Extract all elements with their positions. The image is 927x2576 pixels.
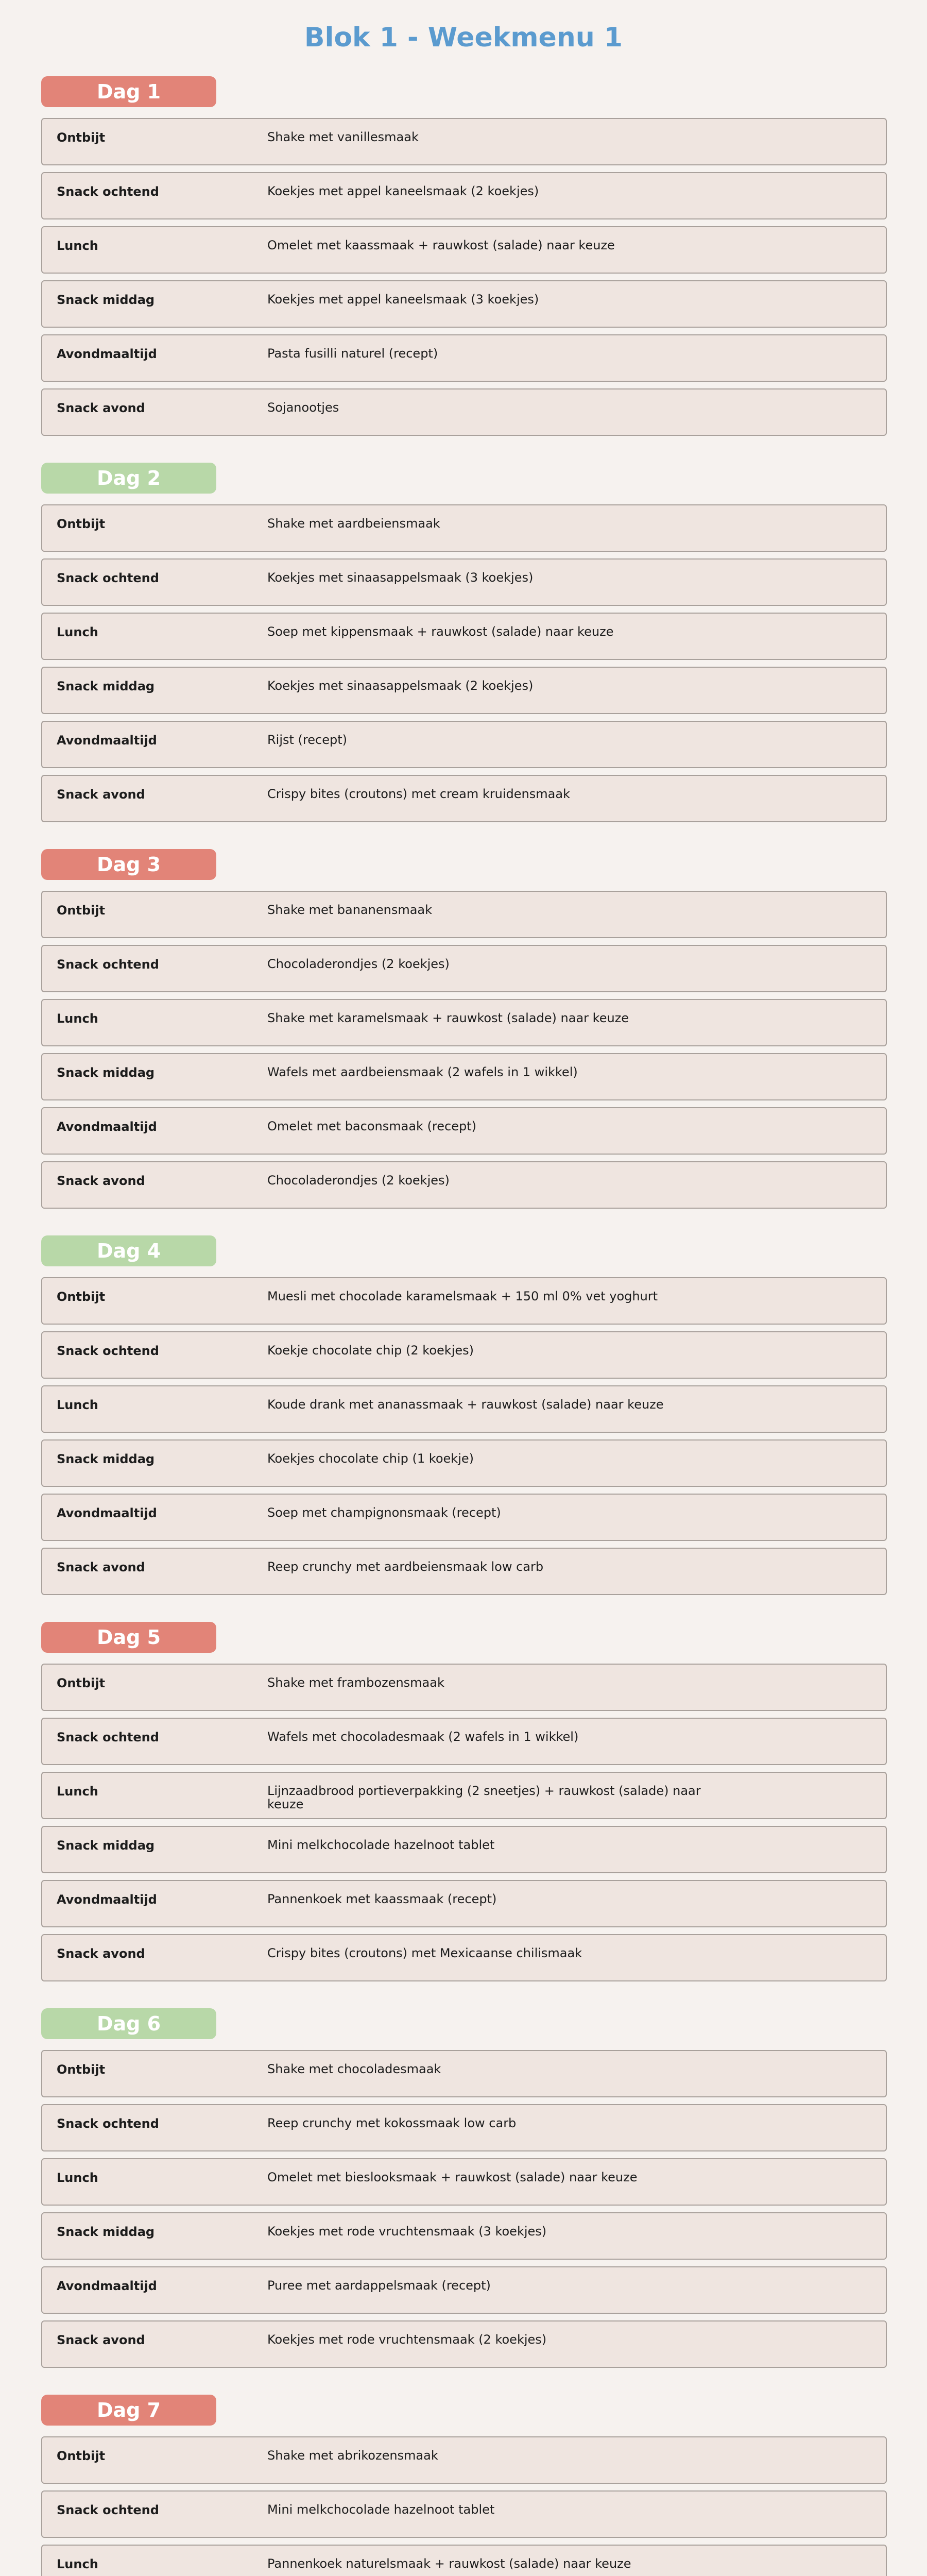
- meal-value: Sojanootjes: [267, 400, 339, 415]
- meal-value: Crispy bites (croutons) met cream kruidensmaak: [267, 787, 570, 801]
- meal-label: Avondmaaltijd: [57, 733, 157, 748]
- meal-row: [41, 1277, 887, 1325]
- meal-row: [41, 2158, 887, 2206]
- week-menu: [41, 76, 887, 2576]
- meal-value: Chocoladerondjes (2 koekjes): [267, 957, 450, 971]
- meal-label: Snack ochtend: [57, 184, 159, 199]
- meal-list: [41, 2050, 887, 2368]
- meal-row: [41, 1161, 887, 1209]
- meal-row: [41, 172, 887, 219]
- meal-label: Ontbijt: [57, 903, 106, 918]
- meal-row: [41, 1053, 887, 1100]
- meal-label: Lunch: [57, 1784, 98, 1799]
- meal-label: Snack middag: [57, 293, 155, 307]
- meal-value: Shake met bananensmaak: [267, 903, 433, 917]
- meal-label: Snack ochtend: [57, 571, 159, 585]
- day-section-7: [41, 2395, 887, 2576]
- meal-row: [41, 721, 887, 768]
- meal-label: Snack avond: [57, 787, 145, 802]
- meal-label: Lunch: [57, 1011, 98, 1026]
- day-badge: Dag 4: [41, 1235, 216, 1266]
- meal-value: Shake met vanillesmaak: [267, 130, 419, 144]
- meal-label: Snack avond: [57, 2333, 145, 2347]
- page-title: Blok 1 - Weekmenu 1: [304, 22, 623, 53]
- meal-row: [41, 1880, 887, 1927]
- meal-value: Shake met aardbeiensmaak: [267, 516, 440, 531]
- meal-label: Snack ochtend: [57, 1730, 159, 1744]
- day-badge: Dag 1: [41, 76, 216, 107]
- meal-row: [41, 2104, 887, 2151]
- meal-row: [41, 1772, 887, 1819]
- meal-label: Avondmaaltijd: [57, 1892, 157, 1907]
- meal-row: [41, 226, 887, 274]
- day-section-4: [41, 1235, 887, 1622]
- meal-label: Lunch: [57, 1398, 98, 1412]
- meal-value: Shake met karamelsmaak + rauwkost (salade) naar keuze: [267, 1011, 629, 1025]
- meal-label: Avondmaaltijd: [57, 347, 157, 361]
- day-badge: Dag 6: [41, 2008, 216, 2039]
- meal-label: Snack ochtend: [57, 1344, 159, 1358]
- meal-label: Ontbijt: [57, 1290, 106, 1304]
- meal-row: [41, 999, 887, 1046]
- meal-label: Lunch: [57, 2171, 98, 2185]
- day-section-5: [41, 1622, 887, 2008]
- meal-row: [41, 2050, 887, 2097]
- meal-value: Puree met aardappelsmaak (recept): [267, 2278, 491, 2293]
- meal-value: Koekjes met sinaasappelsmaak (3 koekjes): [267, 570, 534, 585]
- meal-value: Reep crunchy met aardbeiensmaak low carb: [267, 1560, 544, 1574]
- meal-label: Ontbijt: [57, 1676, 106, 1690]
- meal-row: [41, 775, 887, 822]
- meal-label: Avondmaaltijd: [57, 2279, 157, 2293]
- meal-list: [41, 118, 887, 436]
- meal-label: Avondmaaltijd: [57, 1506, 157, 1520]
- meal-value: Koekjes met rode vruchtensmaak (3 koekjes): [267, 2224, 547, 2239]
- meal-label: Lunch: [57, 625, 98, 639]
- day-badge: Dag 2: [41, 463, 216, 494]
- meal-row: [41, 1494, 887, 1541]
- meal-label: Snack ochtend: [57, 2503, 159, 2517]
- meal-row: [41, 1934, 887, 1981]
- meal-value: Soep met kippensmaak + rauwkost (salade) naar keuze: [267, 624, 614, 639]
- meal-row: [41, 2436, 887, 2484]
- meal-row: [41, 2266, 887, 2314]
- meal-label: Snack ochtend: [57, 2116, 159, 2131]
- meal-label: Ontbijt: [57, 2449, 106, 2463]
- meal-value: Omelet met bieslooksmaak + rauwkost (salade) naar keuze: [267, 2170, 638, 2184]
- meal-label: Lunch: [57, 2557, 98, 2571]
- meal-label: Snack middag: [57, 2225, 155, 2239]
- meal-row: [41, 2545, 887, 2576]
- meal-value: Wafels met chocoladesmaak (2 wafels in 1 wikkel): [267, 1730, 579, 1744]
- meal-row: [41, 1385, 887, 1433]
- meal-value: Koude drank met ananassmaak + rauwkost (salade) naar keuze: [267, 1397, 664, 1412]
- meal-value: Soep met champignonsmaak (recept): [267, 1505, 501, 1520]
- meal-label: Snack ochtend: [57, 957, 159, 972]
- day-badge: Dag 3: [41, 849, 216, 880]
- meal-label: Snack avond: [57, 1560, 145, 1574]
- meal-value: Shake met frambozensmaak: [267, 1675, 444, 1690]
- meal-row: [41, 388, 887, 436]
- meal-label: Snack middag: [57, 679, 155, 693]
- meal-value: Omelet met baconsmaak (recept): [267, 1119, 476, 1133]
- meal-value: Koekjes met appel kaneelsmaak (2 koekjes): [267, 184, 539, 198]
- meal-value: Pannenkoek naturelsmaak + rauwkost (salade) naar keuze: [267, 2556, 631, 2571]
- meal-label: Snack middag: [57, 1065, 155, 1080]
- meal-value: Shake met chocoladesmaak: [267, 2062, 441, 2076]
- meal-row: [41, 334, 887, 382]
- meal-label: Snack avond: [57, 1174, 145, 1188]
- meal-row: [41, 504, 887, 552]
- meal-value: Crispy bites (croutons) met Mexicaanse chilismaak: [267, 1946, 582, 1960]
- meal-label: Ontbijt: [57, 130, 106, 145]
- day-section-2: [41, 463, 887, 849]
- meal-label: Lunch: [57, 239, 98, 253]
- meal-value: Shake met abrikozensmaak: [267, 2448, 438, 2463]
- meal-value: Pasta fusilli naturel (recept): [267, 346, 438, 361]
- meal-value: Muesli met chocolade karamelsmaak + 150 ml 0% vet yoghurt: [267, 1289, 658, 1303]
- meal-label: Snack avond: [57, 1946, 145, 1961]
- meal-value: Koekjes met appel kaneelsmaak (3 koekjes): [267, 292, 539, 307]
- meal-label: Snack middag: [57, 1452, 155, 1466]
- meal-value: Mini melkchocolade hazelnoot tablet: [267, 2502, 495, 2517]
- meal-list: [41, 891, 887, 1209]
- meal-row: [41, 1439, 887, 1487]
- meal-list: [41, 1277, 887, 1595]
- meal-value: Mini melkchocolade hazelnoot tablet: [267, 1838, 495, 1852]
- meal-row: [41, 280, 887, 328]
- day-badge: Dag 7: [41, 2395, 216, 2426]
- meal-list: [41, 504, 887, 822]
- day-section-6: [41, 2008, 887, 2395]
- meal-value: Rijst (recept): [267, 733, 347, 747]
- meal-value: Koekjes chocolate chip (1 koekje): [267, 1451, 474, 1466]
- meal-row: [41, 558, 887, 606]
- meal-row: [41, 667, 887, 714]
- meal-row: [41, 1664, 887, 1711]
- meal-value: Lijnzaadbrood portieverpakking (2 sneetjes) + rauwkost (salade) naar keuze: [267, 1784, 701, 1811]
- day-badge: Dag 5: [41, 1622, 216, 1653]
- meal-row: [41, 1107, 887, 1155]
- meal-list: [41, 2436, 887, 2576]
- meal-label: Ontbijt: [57, 2062, 106, 2077]
- meal-value: Wafels met aardbeiensmaak (2 wafels in 1 wikkel): [267, 1065, 578, 1079]
- meal-row: [41, 2490, 887, 2538]
- meal-row: [41, 2212, 887, 2260]
- meal-row: [41, 613, 887, 660]
- meal-row: [41, 1548, 887, 1595]
- meal-row: [41, 891, 887, 938]
- meal-value: Koekje chocolate chip (2 koekjes): [267, 1343, 474, 1358]
- meal-row: [41, 945, 887, 992]
- day-section-3: [41, 849, 887, 1235]
- meal-value: Omelet met kaassmaak + rauwkost (salade) naar keuze: [267, 238, 615, 252]
- meal-value: Koekjes met rode vruchtensmaak (2 koekjes): [267, 2332, 547, 2347]
- meal-value: Reep crunchy met kokossmaak low carb: [267, 2116, 517, 2130]
- meal-value: Koekjes met sinaasappelsmaak (2 koekjes): [267, 679, 534, 693]
- meal-value: Chocoladerondjes (2 koekjes): [267, 1173, 450, 1188]
- meal-row: [41, 2320, 887, 2368]
- meal-label: Snack middag: [57, 1838, 155, 1853]
- meal-row: [41, 118, 887, 165]
- meal-row: [41, 1331, 887, 1379]
- meal-list: [41, 1664, 887, 1981]
- meal-label: Avondmaaltijd: [57, 1120, 157, 1134]
- meal-label: Ontbijt: [57, 517, 106, 531]
- meal-label: Snack avond: [57, 401, 145, 415]
- day-section-1: [41, 76, 887, 463]
- meal-row: [41, 1718, 887, 1765]
- meal-row: [41, 1826, 887, 1873]
- meal-value: Pannenkoek met kaassmaak (recept): [267, 1892, 497, 1906]
